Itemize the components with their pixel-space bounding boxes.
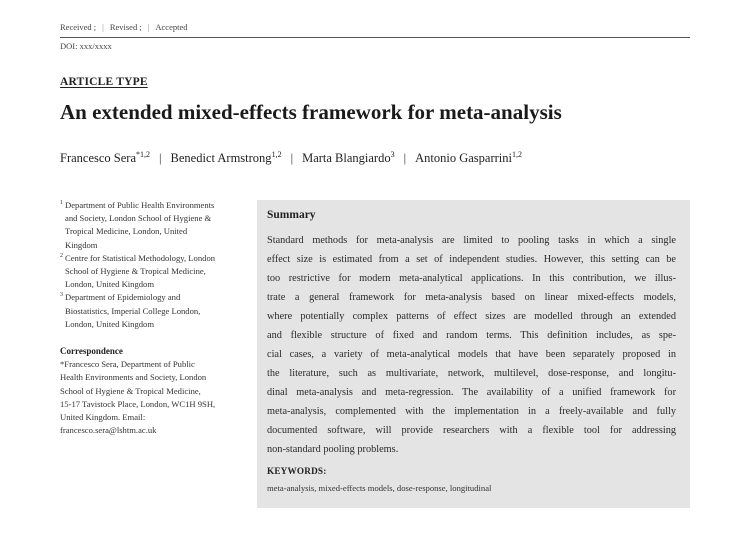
divider: |: [147, 22, 150, 32]
correspondence-line: School of Hygiene & Tropical Medicine,: [60, 385, 201, 396]
author-separator: |: [290, 151, 294, 165]
summary-line: where potentially complex patterns of effect sizes are modelled through an extended: [267, 311, 676, 322]
correspondence-line: United Kingdom. Email:: [60, 412, 146, 423]
correspondence-email[interactable]: francesco.sera@lshtm.ac.uk: [60, 425, 157, 436]
author: Benedict Armstrong$^{1,2}$: [170, 149, 282, 165]
affiliation: 2 Centre for Statistical Methodology, London School of Hygiene & Tropical Medicine, London, United Kingdom: [60, 252, 216, 290]
summary-line: trate a general framework for meta-analysis based on linear mixed-effects models,: [267, 292, 676, 303]
keywords-heading: KEYWORDS:: [267, 466, 327, 476]
correspondence-line: Health Environments and Society, London: [60, 372, 207, 383]
affiliations: [60, 199, 250, 331]
affiliation: 3 Department of Epidemiology and Biostatistics, Imperial College London, London, United Kingdom: [60, 292, 201, 329]
paper-title: An extended mixed-effects framework for meta-analysis: [60, 100, 562, 124]
manuscript-dates: [60, 22, 187, 32]
summary-text: [267, 231, 676, 459]
correspondence: [60, 345, 255, 437]
author: Marta Blangiardo$^3$: [302, 149, 395, 165]
header-rule: [60, 37, 690, 38]
article-type: ARTICLE TYPE: [60, 76, 148, 88]
keywords-list: meta-analysis, mixed-effects models, dose-response, longitudinal: [267, 483, 492, 493]
accepted-label: Accepted: [155, 22, 188, 32]
revised-label: Revised ;: [109, 22, 142, 32]
summary-line: cial cases, a variety of meta-analytical models that have been separately proposed in: [267, 349, 676, 360]
summary-line: the literature, such as multivariate, network, multilevel, dose-response, and longitu-: [267, 368, 676, 379]
correspondence-label: Correspondence: [60, 346, 123, 356]
divider: |: [102, 22, 104, 32]
affiliation: 1 Department of Public Health Environments and Society, London School of Hygiene & Tropical Medicine, London, United Kingdom: [60, 200, 215, 250]
summary-line: and flexible structure of fixed and random terms. This definition includes, as spe-: [267, 330, 676, 341]
summary-line: dinal meta-analysis and meta-regression. The availability of a unified framework for: [267, 387, 676, 398]
summary-line: Standard methods for meta-analysis are limited to pooling tasks in which a single: [267, 235, 676, 246]
summary-line: meta-analysis, complemented with the implementation in a freely-available and fully: [267, 406, 676, 417]
summary-box: [257, 200, 690, 508]
correspondence-line: *Francesco Sera, Department of Public: [60, 359, 195, 370]
author: Francesco Sera$^{*1,2}$: [60, 149, 151, 165]
summary-line: effect size is estimated from a set of independent studies. However, this setting can be: [267, 254, 676, 265]
author-list: [60, 151, 522, 166]
summary-line: non-standard pooling problems.: [267, 444, 399, 455]
summary-line: documented software, will provide researchers with a flexible tool for addressing: [267, 425, 676, 436]
author: Antonio Gasparrini$^{1,2}$: [415, 149, 522, 165]
summary-heading: Summary: [267, 209, 316, 221]
author-separator: |: [403, 151, 407, 165]
received-label: Received ;: [60, 22, 97, 32]
correspondence-line: 15-17 Tavistock Place, London, WC1H 9SH,: [60, 398, 216, 409]
doi-text: DOI: xxx/xxxx: [60, 41, 112, 51]
summary-line: too restrictive for modern meta-analytical applications. In this contribution, we illus-: [267, 273, 676, 284]
author-separator: |: [159, 151, 162, 165]
